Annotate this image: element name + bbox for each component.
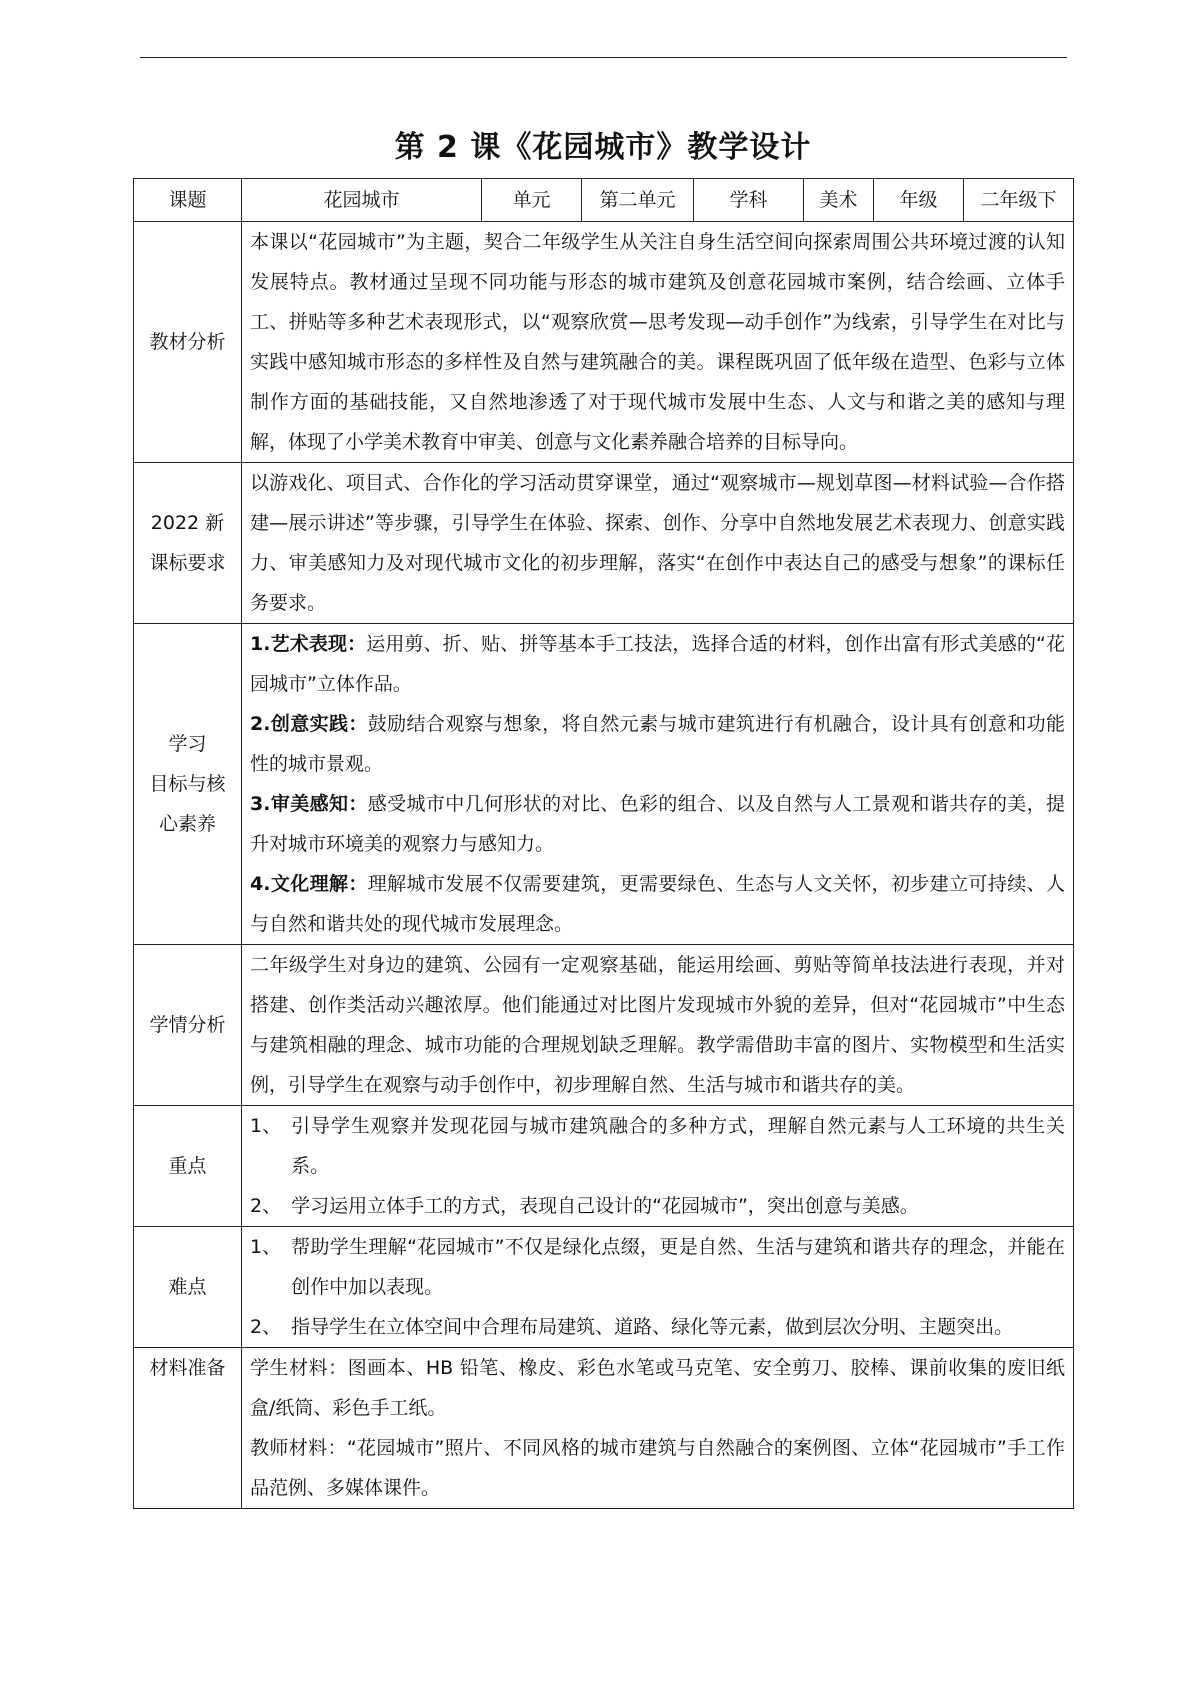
goal-heading: 3.审美感知： [250,793,368,815]
key-points-content [242,1106,1074,1227]
materials-label: 材料准备 [134,1348,242,1509]
goal-item [250,864,1065,944]
key-point-number: 2、 [250,1195,282,1217]
topic-value: 花园城市 [242,179,482,222]
goal-text: 感受城市中几何形状的对比、色彩的组合、以及自然与人工景观和谐共存的美，提升对城市环境美的观察力与感知力。 [250,793,1065,855]
goal-heading: 4.文化理解： [250,873,368,895]
learner-analysis-text [242,945,1074,1106]
learner-analysis-paragraph: 二年级学生对身边的建筑、公园有一定观察基础，能运用绘画、剪贴等简单技法进行表现，并对搭建、创作类活动兴趣浓厚。他们能通过对比图片发现城市外貌的差异，但对“花园城市”中生态与建筑相融的理念、城市功能的合理规划缺乏理解。教学需借助丰富的图片、实物模型和生活实例，引导学生在观察与动手创作中，初步理解自然、生活与城市和谐共存的美。 [250,954,1065,1096]
goals-content [242,624,1074,945]
topic-label: 课题 [134,179,242,222]
goals-label-line3: 心素养 [158,813,216,835]
standards-text [242,463,1074,624]
goals-row [134,624,1074,945]
lesson-plan-table [133,178,1074,1509]
materials-row [134,1348,1074,1509]
difficulties-row [134,1227,1074,1348]
standards-paragraph: 以游戏化、项目式、合作化的学习活动贯穿课堂，通过“观察城市—规划草图—材料试验—合作搭建—展示讲述”等步骤，引导学生在体验、探索、创作、分享中自然地发展艺术表现力、创意实践力、审美感知力及对现代城市文化的初步理解，落实“在创作中表达自己的感受与想象”的课标任务要求。 [250,472,1065,614]
page-title: 第 2 课《花园城市》教学设计 [394,130,812,165]
difficulties-content [242,1227,1074,1348]
difficulty-item [250,1307,1065,1347]
goals-label-line1: 学习 [168,733,207,755]
key-point-number: 1、 [250,1115,282,1137]
textbook-analysis-row [134,222,1074,463]
header-row [134,179,1074,222]
difficulty-number: 2、 [250,1316,282,1338]
textbook-analysis-paragraph: 本课以“花园城市”为主题，契合二年级学生从关注自身生活空间向探索周围公共环境过渡的认知发展特点。教材通过呈现不同功能与形态的城市建筑及创意花园城市案例，结合绘画、立体手工、拼贴等多种艺术表现形式，以“观察欣赏—思考发现—动手创作”为线索，引导学生在对比与实践中感知城市形态的多样性及自然与建筑融合的美。课程既巩固了低年级在造型、色彩与立体制作方面的基础技能，又自然地渗透了对于现代城市发展中生态、人文与和谐之美的感知与理解，体现了小学美术教育中审美、创意与文化素养融合培养的目标导向。 [250,231,1065,453]
materials-content [242,1348,1074,1509]
goal-text: 理解城市发展不仅需要建筑，更需要绿色、生态与人文关怀，初步建立可持续、人与自然和谐共处的现代城市发展理念。 [250,873,1065,935]
goals-label [134,624,242,945]
goals-label-line2: 目标与核 [149,773,226,795]
standards-row [134,463,1074,624]
key-point-text: 引导学生观察并发现花园与城市建筑融合的多种方式，理解自然元素与人工环境的共生关系。 [291,1115,1065,1177]
difficulty-text: 指导学生在立体空间中合理布局建筑、道路、绿化等元素，做到层次分明、主题突出。 [291,1316,1014,1338]
standards-label-line1: 2022 新 [150,512,225,534]
learner-analysis-label: 学情分析 [134,945,242,1106]
goal-heading: 2.创意实践： [250,713,368,735]
key-points-row [134,1106,1074,1227]
goal-text: 运用剪、折、贴、拼等基本手工技法，选择合适的材料，创作出富有形式美感的“花园城市”立体作品。 [250,633,1065,695]
goal-item [250,624,1065,704]
unit-value: 第二单元 [582,179,694,222]
goal-text: 鼓励结合观察与想象，将自然元素与城市建筑进行有机融合，设计具有创意和功能性的城市景观。 [250,713,1065,775]
learner-analysis-row [134,945,1074,1106]
difficulty-item [250,1227,1065,1307]
difficulties-label: 难点 [134,1227,242,1348]
subject-label: 学科 [694,179,804,222]
key-point-item [250,1106,1065,1186]
textbook-analysis-text [242,222,1074,463]
standards-label-line2: 课标要求 [149,552,226,574]
difficulty-number: 1、 [250,1236,282,1258]
header-rule [140,57,1067,58]
goal-item [250,704,1065,784]
goal-heading: 1.艺术表现： [250,633,367,655]
key-point-text: 学习运用立体手工的方式，表现自己设计的“花园城市”，突出创意与美感。 [291,1195,919,1217]
teacher-materials: 教师材料：“花园城市”照片、不同风格的城市建筑与自然融合的案例图、立体“花园城市”手工作品范例、多媒体课件。 [250,1437,1065,1499]
difficulty-text: 帮助学生理解“花园城市”不仅是绿化点缀，更是自然、生活与建筑和谐共存的理念，并能在创作中加以表现。 [291,1236,1065,1298]
student-materials: 学生材料：图画本、HB 铅笔、橡皮、彩色水笔或马克笔、安全剪刀、胶棒、课前收集的废旧纸盒/纸筒、彩色手工纸。 [250,1357,1065,1419]
textbook-analysis-label: 教材分析 [134,222,242,463]
unit-label: 单元 [482,179,582,222]
subject-value: 美术 [804,179,874,222]
grade-label: 年级 [874,179,964,222]
key-points-label: 重点 [134,1106,242,1227]
standards-label [134,463,242,624]
grade-value: 二年级下 [964,179,1074,222]
key-point-item [250,1186,1065,1226]
goal-item [250,784,1065,864]
